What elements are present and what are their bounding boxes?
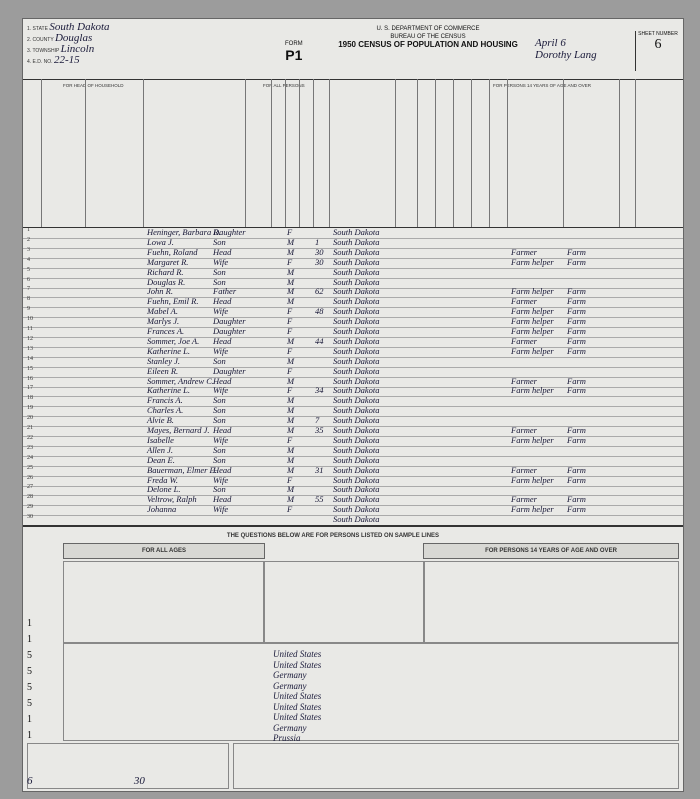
cell-occ: Farm helper [511, 326, 554, 336]
cell-name: Fuehn, Roland [147, 246, 198, 257]
cell-n: 23 [27, 444, 33, 451]
cell-n: 28 [27, 494, 33, 501]
cell-occ: Farm helper [511, 306, 554, 317]
cell-occ: Farmer [511, 425, 537, 435]
cell-name: Lowa J. [147, 236, 174, 247]
census-title-block [323, 25, 533, 49]
cell-place: South Dakota [333, 276, 380, 287]
for-14-label: FOR PERSONS 14 YEARS OF AGE AND OVER [493, 83, 591, 88]
cell-ind: Farm [567, 335, 586, 346]
cell-place: South Dakota [333, 395, 380, 406]
dept-line: U. S. DEPARTMENT OF COMMERCE [376, 26, 480, 32]
cell-place: South Dakota [333, 365, 380, 376]
cell-occ: Farm helper [511, 504, 554, 515]
cell-place: South Dakota [333, 494, 380, 505]
cell-n: 2 [27, 236, 30, 243]
cell-rel: Son [213, 415, 226, 426]
cell-n: 30 [27, 514, 33, 521]
cell-occ: Farmer [511, 375, 537, 386]
lower-place: United States [273, 701, 322, 712]
cell-rel: Wife [213, 434, 229, 445]
cell-sex: M [287, 355, 295, 366]
lower-grid-a [63, 561, 265, 643]
cell-sex: M [287, 405, 295, 416]
cell-n: 12 [27, 335, 33, 342]
cell-occ: Farm helper [511, 316, 554, 327]
cell-place: South Dakota [333, 256, 380, 267]
cell-n: 29 [27, 504, 33, 511]
cell-place: South Dakota [333, 296, 380, 307]
cell-place: South Dakota [333, 345, 380, 356]
cell-sex: F [287, 385, 293, 396]
lower-place: Germany [273, 722, 307, 733]
cell-sex: M [287, 236, 295, 247]
sheet-header [23, 19, 683, 80]
cell-name: Alvie B. [147, 415, 174, 426]
cell-rel: Daughter [213, 227, 246, 237]
cell-n: 7 [27, 286, 30, 293]
cell-rel: Head [213, 296, 232, 307]
person-rows [23, 227, 683, 525]
cell-occ: Farm helper [511, 345, 554, 356]
ed-value: 22-15 [53, 54, 80, 66]
cell-place: South Dakota [333, 415, 380, 426]
cell-sex: M [287, 484, 295, 495]
cell-occ: Farm helper [511, 434, 554, 445]
margin-number: 1 [27, 618, 32, 629]
cell-sex: M [287, 286, 295, 297]
cell-ind: Farm [567, 256, 586, 267]
cell-place: South Dakota [333, 326, 380, 336]
margin-number: 5 [27, 650, 32, 661]
cell-place: South Dakota [333, 514, 380, 525]
cell-ind: Farm [567, 385, 586, 396]
cell-place: South Dakota [333, 306, 380, 317]
cell-n: 19 [27, 405, 33, 412]
cell-sex: M [287, 454, 295, 465]
cell-occ: Farm helper [511, 286, 554, 297]
lower-all-ages-label: FOR ALL AGES [63, 543, 265, 559]
cell-age: 31 [315, 464, 324, 475]
lower-place: United States [273, 649, 322, 659]
cell-place: South Dakota [333, 246, 380, 257]
cell-ind: Farm [567, 425, 586, 435]
margin-number: 5 [27, 666, 32, 677]
cell-place: South Dakota [333, 484, 380, 495]
cell-n: 16 [27, 375, 33, 382]
cell-sex: M [287, 266, 295, 277]
cell-place: South Dakota [333, 474, 380, 485]
cell-name: Sommer, Andrew C. [147, 375, 215, 386]
cell-place: South Dakota [333, 504, 380, 515]
cell-name: Richard R. [147, 266, 184, 277]
margin-number: 1 [27, 730, 32, 741]
lower-place: Germany [273, 670, 307, 680]
cell-age: 30 [315, 256, 324, 267]
cell-occ: Farm helper [511, 256, 554, 267]
cell-age: 35 [315, 425, 324, 435]
cell-rel: Wife [213, 474, 229, 485]
cell-place: South Dakota [333, 425, 380, 435]
cell-n: 4 [27, 256, 30, 263]
cell-sex: F [287, 434, 293, 445]
cell-occ: Farmer [511, 464, 537, 475]
cell-name: Mabel A. [147, 306, 179, 317]
cell-n: 9 [27, 306, 30, 313]
township-value: Lincoln [60, 43, 95, 55]
cell-rel: Daughter [213, 316, 246, 327]
cell-sex: M [287, 444, 295, 455]
cell-name: Charles A. [147, 405, 184, 416]
cell-rel: Father [213, 286, 237, 297]
footer [27, 775, 145, 787]
lower-grid-b [263, 561, 425, 643]
cell-name: Freda W. [147, 474, 179, 485]
cell-age: 48 [315, 306, 324, 317]
cell-sex: M [287, 415, 295, 426]
cell-n: 15 [27, 365, 33, 372]
cell-sex: M [287, 246, 295, 257]
location-block: 1. STATE South Dakota 2. COUNTY Douglas 3. TOWNSHIP Lincoln 4. E.D. NO. 22-15 [27, 21, 110, 66]
cell-sex: F [287, 345, 293, 356]
cell-place: South Dakota [333, 355, 380, 366]
cell-name: Margaret R. [147, 256, 189, 267]
cell-name: Allen J. [147, 444, 173, 455]
cell-name: Fuehn, Emil R. [147, 296, 199, 307]
cell-rel: Son [213, 236, 226, 247]
cell-n: 14 [27, 355, 33, 362]
cell-name: John R. [147, 286, 173, 297]
cell-rel: Daughter [213, 365, 246, 376]
cell-n: 10 [27, 316, 33, 323]
cell-name: Katherine L. [147, 385, 190, 396]
cell-place: South Dakota [333, 375, 380, 386]
sheet-number-box [635, 31, 680, 71]
cell-n: 11 [27, 326, 33, 332]
cell-ind: Farm [567, 286, 586, 297]
cell-place: South Dakota [333, 405, 380, 416]
cell-name: Francis A. [147, 395, 183, 406]
cell-name: Eileen R. [147, 365, 179, 376]
county-value: Douglas [54, 32, 93, 44]
lower-place: Prussia [273, 733, 301, 743]
cell-name: Katherine L. [147, 345, 190, 356]
cell-sex: F [287, 326, 293, 336]
cell-n: 20 [27, 415, 33, 422]
cell-rel: Head [213, 335, 232, 346]
lower-14-label: FOR PERSONS 14 YEARS OF AGE AND OVER [423, 543, 679, 559]
cell-occ: Farm helper [511, 474, 554, 485]
form-label: FORM [285, 41, 303, 47]
cell-name: Heninger, Barbara R. [147, 227, 221, 237]
cell-sex: M [287, 276, 295, 287]
cell-n: 13 [27, 345, 33, 352]
cell-rel: Head [213, 375, 232, 386]
cell-age: 30 [315, 246, 324, 257]
cell-ind: Farm [567, 345, 586, 356]
cell-ind: Farm [567, 504, 586, 515]
lower-place: United States [273, 712, 322, 722]
cell-ind: Farm [567, 326, 586, 336]
cell-ind: Farm [567, 434, 586, 445]
cell-place: South Dakota [333, 335, 380, 346]
cell-occ: Farm helper [511, 385, 554, 396]
state-value: South Dakota [49, 21, 110, 33]
cell-ind: Farm [567, 246, 586, 257]
cell-rel: Wife [213, 504, 229, 515]
cell-name: Frances A. [147, 326, 185, 336]
cell-sex: M [287, 375, 295, 386]
cell-rel: Wife [213, 385, 229, 396]
cell-n: 27 [27, 484, 33, 491]
cell-place: South Dakota [333, 385, 380, 396]
cell-ind: Farm [567, 296, 586, 307]
cell-n: 5 [27, 266, 30, 273]
lower-sample-rows [63, 643, 679, 741]
cell-rel: Wife [213, 256, 229, 267]
margin-number: 1 [27, 714, 32, 725]
cell-n: 3 [27, 246, 30, 253]
cell-rel: Son [213, 484, 226, 495]
enumerator-name: Dorothy Lang [535, 49, 597, 61]
enumerator-block [535, 37, 597, 61]
cell-rel: Head [213, 464, 232, 475]
cell-rel: Daughter [213, 326, 246, 336]
cell-name: Mayes, Bernard J. [147, 425, 210, 435]
cell-rel: Wife [213, 306, 229, 317]
cell-n: 26 [27, 474, 33, 481]
footer-30: 30 [133, 775, 145, 787]
cell-sex: M [287, 335, 295, 346]
cell-age: 1 [315, 236, 320, 247]
form-box [285, 41, 303, 63]
cell-sex: F [287, 227, 293, 237]
cell-occ: Farmer [511, 246, 537, 257]
for-all-label: FOR ALL PERSONS [263, 83, 305, 88]
cell-age: 55 [315, 494, 324, 505]
sheet-number-label: SHEET NUMBER [638, 31, 678, 37]
cell-n: 21 [27, 425, 33, 431]
cell-place: South Dakota [333, 434, 380, 445]
cell-name: Marlys J. [147, 316, 180, 327]
margin-number: 1 [27, 634, 32, 645]
cell-place: South Dakota [333, 454, 380, 465]
cell-n: 1 [27, 227, 30, 233]
cell-name: Johanna [147, 504, 177, 515]
cell-rel: Wife [213, 345, 229, 356]
for-head-label: FOR HEAD OF HOUSEHOLD [63, 83, 124, 88]
census-title: 1950 CENSUS OF POPULATION AND HOUSING [338, 40, 518, 49]
cell-name: Bauerman, Elmer E. [147, 464, 217, 475]
cell-sex: M [287, 464, 295, 475]
cell-rel: Son [213, 355, 226, 366]
cell-name: Delone L. [147, 484, 181, 495]
cell-age: 34 [315, 385, 324, 396]
left-margin-numbers [27, 616, 39, 744]
cell-occ: Farmer [511, 494, 537, 505]
cell-ind: Farm [567, 306, 586, 317]
cell-n: 8 [27, 296, 30, 303]
cell-rel: Son [213, 395, 226, 406]
cell-name: Isabelle [147, 434, 174, 445]
cell-n: 6 [27, 276, 30, 283]
cell-n: 25 [27, 464, 33, 471]
sample-section [23, 525, 683, 792]
census-sheet [22, 18, 684, 792]
cell-age: 44 [315, 335, 324, 346]
cell-place: South Dakota [333, 444, 380, 455]
cell-age: 62 [315, 286, 324, 297]
cell-rel: Son [213, 444, 226, 455]
cell-place: South Dakota [333, 227, 380, 237]
cell-name: Douglas R. [147, 276, 186, 287]
cell-n: 24 [27, 454, 33, 461]
cell-rel: Son [213, 276, 226, 287]
cell-sex: F [287, 316, 293, 327]
cell-place: South Dakota [333, 316, 380, 327]
cell-ind: Farm [567, 375, 586, 386]
cell-name: Stanley J. [147, 355, 181, 366]
form-number: P1 [285, 47, 303, 63]
footnote-questions [233, 743, 679, 789]
cell-rel: Head [213, 425, 232, 435]
lower-place: Germany [273, 680, 307, 691]
cell-sex: M [287, 395, 295, 406]
cell-sex: F [287, 306, 293, 317]
cell-place: South Dakota [333, 464, 380, 475]
margin-number: 5 [27, 698, 32, 709]
cell-ind: Farm [567, 316, 586, 327]
cell-sex: F [287, 474, 293, 485]
cell-rel: Son [213, 454, 226, 465]
cell-sex: M [287, 296, 295, 307]
lower-sample-label: THE QUESTIONS BELOW ARE FOR PERSONS LISTED ON SAMPLE LINES [226, 533, 440, 539]
cell-n: 22 [27, 434, 33, 441]
cell-place: South Dakota [333, 236, 380, 247]
cell-name: Dean E. [147, 454, 175, 465]
cell-rel: Head [213, 494, 232, 505]
cell-ind: Farm [567, 494, 586, 505]
cell-occ: Farmer [511, 335, 537, 346]
cell-age: 7 [315, 415, 320, 426]
cell-name: Veltrow, Ralph [147, 494, 197, 505]
cell-rel: Head [213, 246, 232, 257]
cell-n: 17 [27, 385, 33, 392]
cell-place: South Dakota [333, 286, 380, 297]
cell-place: South Dakota [333, 266, 380, 277]
cell-rel: Son [213, 405, 226, 416]
cell-sex: F [287, 504, 293, 515]
date-value: April 6 [535, 37, 566, 49]
column-headings [23, 79, 683, 228]
cell-rel: Son [213, 266, 226, 277]
cell-sex: M [287, 425, 295, 435]
lower-place: United States [273, 691, 322, 701]
cell-occ: Farmer [511, 296, 537, 307]
sheet-number: 6 [654, 37, 662, 52]
cell-n: 18 [27, 395, 33, 402]
cell-sex: M [287, 494, 295, 505]
bureau-line: BUREAU OF THE CENSUS [390, 34, 466, 40]
lower-grid-c [423, 561, 679, 643]
cell-sex: F [287, 256, 293, 267]
footer-left-number: 6 [27, 775, 33, 787]
cell-ind: Farm [567, 464, 586, 475]
lower-place: United States [273, 659, 322, 670]
margin-number: 5 [27, 682, 32, 693]
cell-name: Sommer, Joe A. [147, 335, 200, 346]
cell-sex: F [287, 365, 293, 376]
cell-ind: Farm [567, 474, 586, 485]
